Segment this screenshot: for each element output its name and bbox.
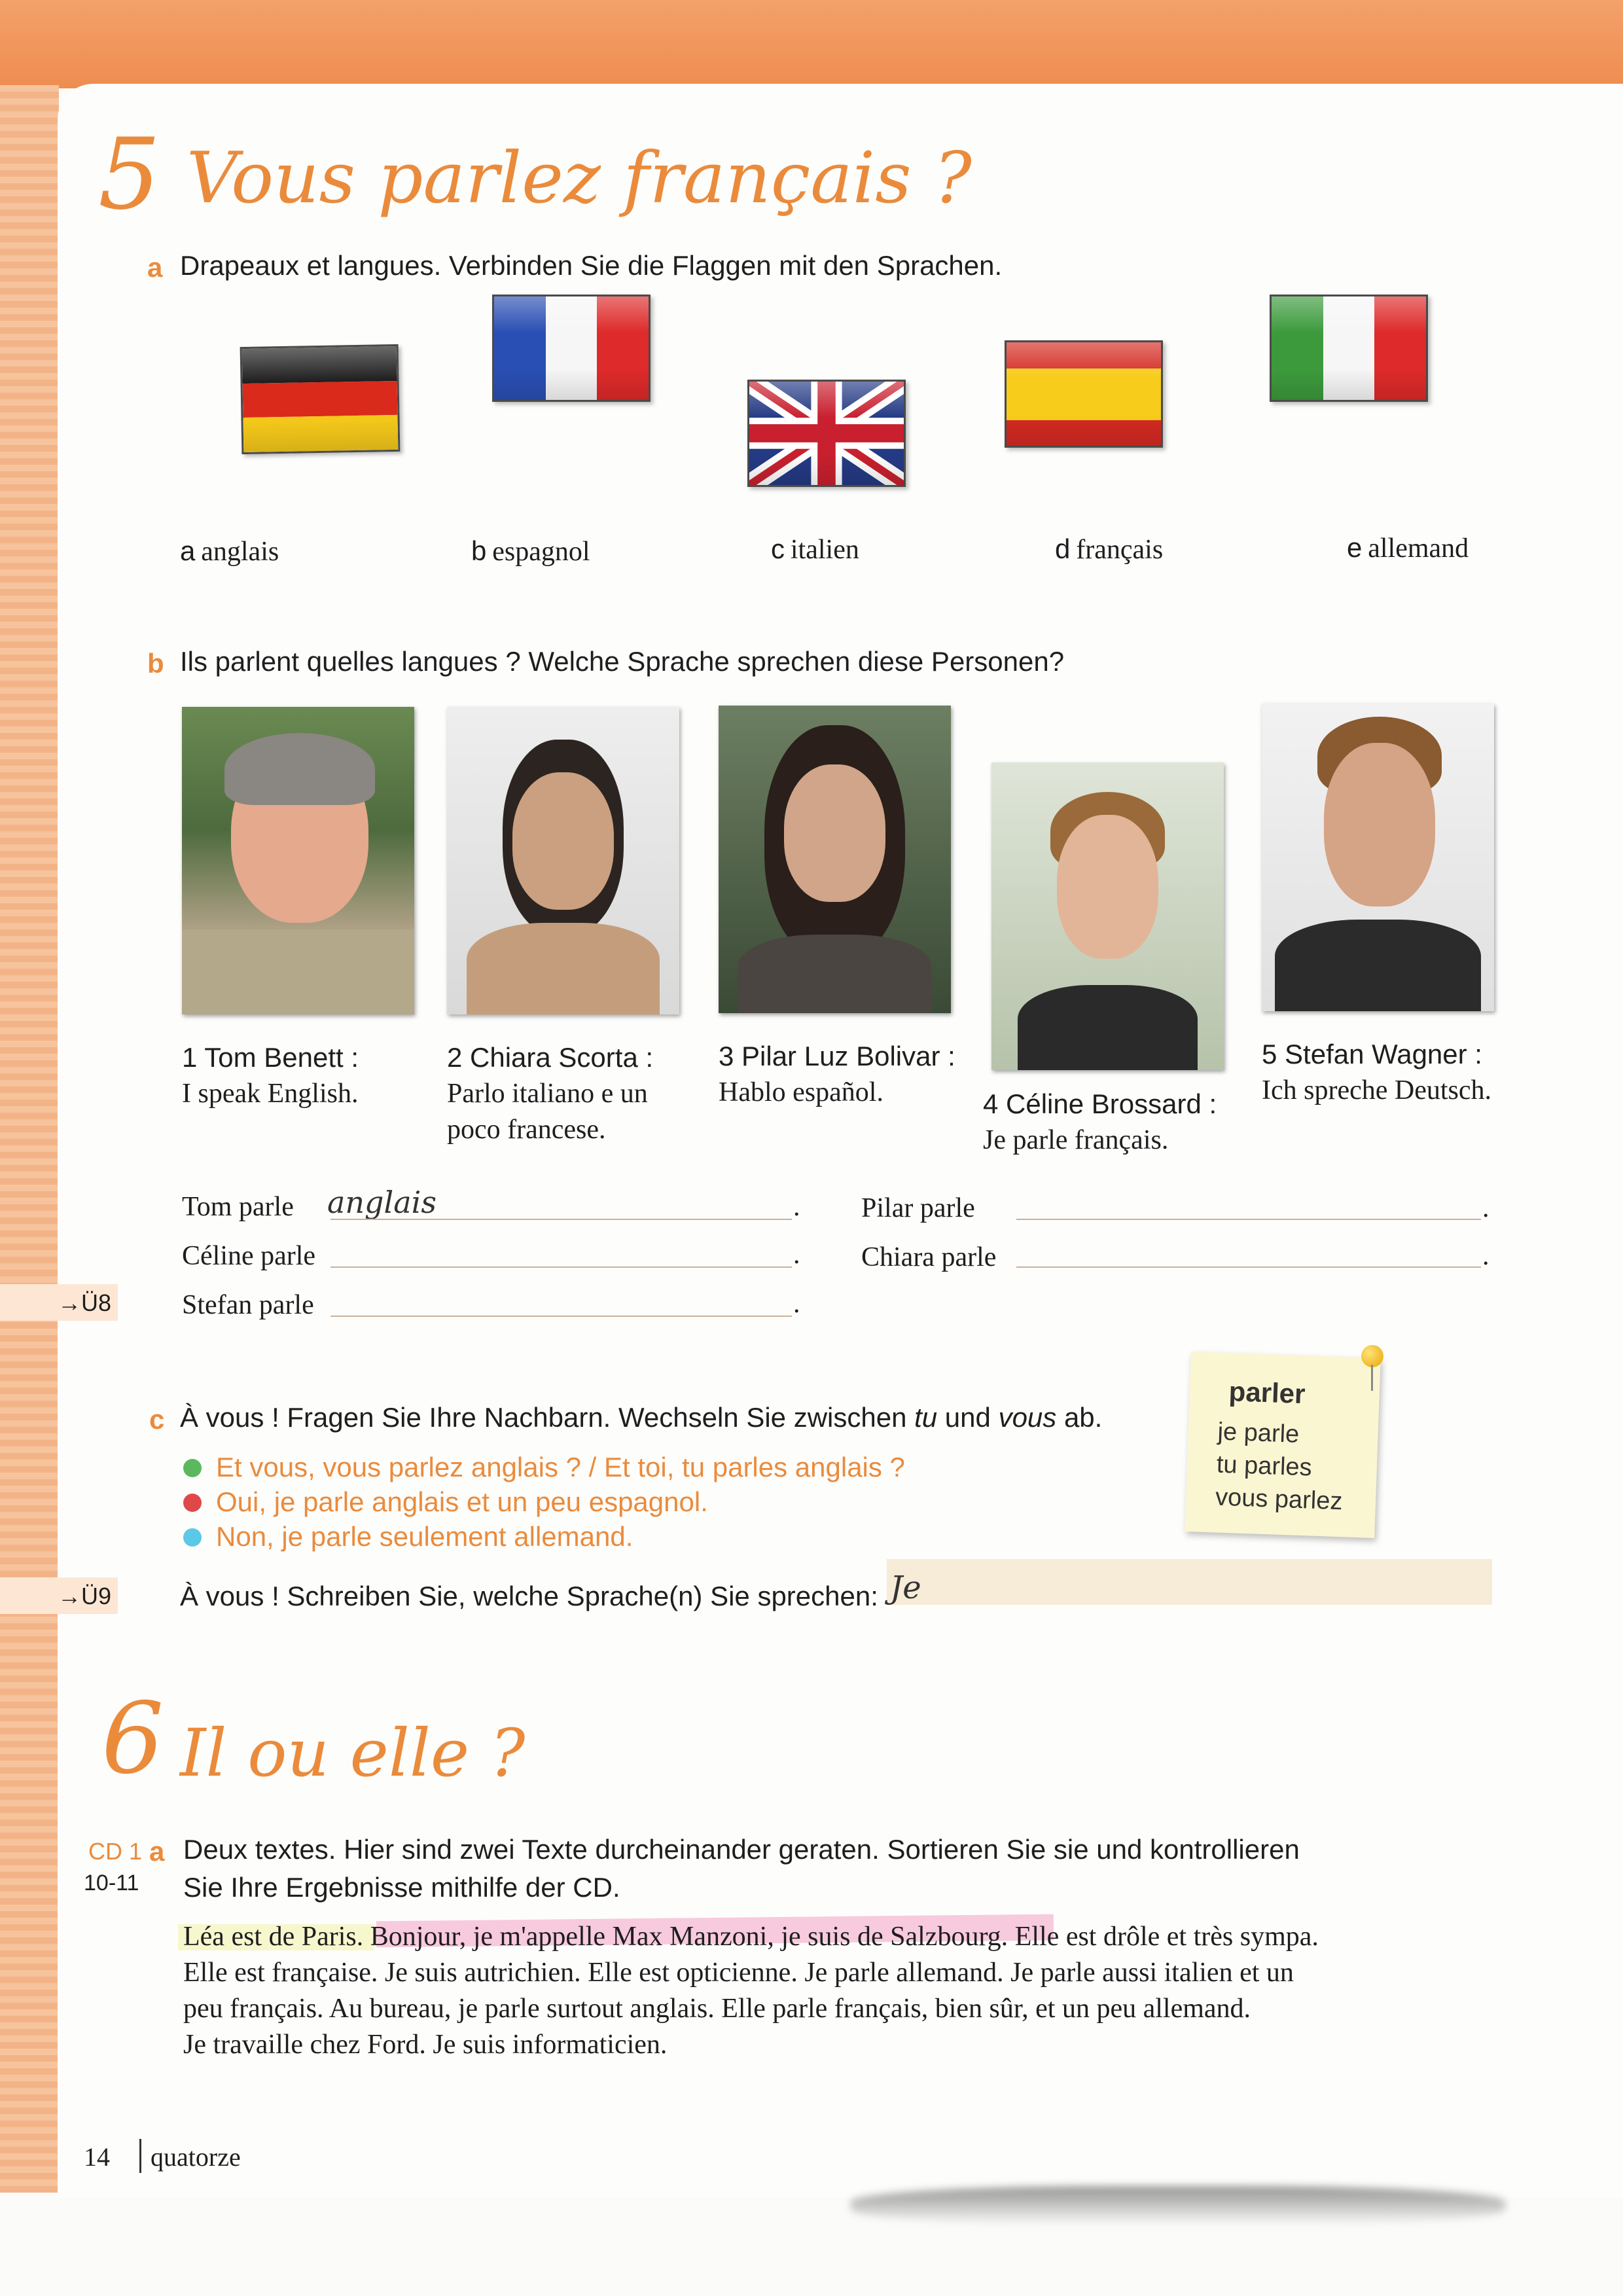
pushpin-icon bbox=[1361, 1345, 1383, 1367]
blue-bullet-icon bbox=[183, 1528, 202, 1547]
person-name: 2 Chiara Scorta : bbox=[447, 1042, 654, 1073]
person-quote: poco francese. bbox=[447, 1115, 606, 1145]
note-line: vous parlez bbox=[1215, 1483, 1344, 1516]
exercise-a-instruction: Drapeaux et langues. Verbinden Sie die Flaggen mit den Sprachen. bbox=[180, 250, 1003, 281]
exercise-6a-letter: a bbox=[149, 1836, 165, 1867]
text-line: peu français. Au bureau, je parle surtout anglais. Elle parle français, bien sûr, et un peu allemand. bbox=[183, 1994, 1251, 2024]
top-orange-band bbox=[0, 0, 1623, 88]
scan-shadow bbox=[851, 2186, 1505, 2225]
exercise-c-letter: c bbox=[149, 1404, 165, 1435]
red-bullet-icon bbox=[183, 1494, 202, 1512]
photo-chiara-scorta bbox=[447, 707, 679, 1014]
line-end-period: . bbox=[1482, 1193, 1489, 1223]
france-flag bbox=[492, 295, 651, 402]
answer-line-celine[interactable] bbox=[330, 1266, 792, 1268]
photo-stefan-wagner bbox=[1262, 704, 1494, 1011]
text-line: Léa est de Paris. Bonjour, je m'appelle Max Manzoni, je suis de Salzbourg. Elle est drôle et très sympa. bbox=[183, 1922, 1319, 1952]
exercise-a-letter: a bbox=[147, 252, 163, 283]
dialogue-line: Oui, je parle anglais et un peu espagnol. bbox=[216, 1486, 708, 1517]
answer-line-stefan[interactable] bbox=[330, 1316, 792, 1317]
person-name: 5 Stefan Wagner : bbox=[1262, 1039, 1482, 1069]
person-quote: Je parle français. bbox=[983, 1125, 1169, 1155]
spain-flag bbox=[1005, 340, 1163, 448]
fill-in-label: Pilar parle bbox=[861, 1193, 975, 1223]
person-name: 4 Céline Brossard : bbox=[983, 1088, 1217, 1119]
cd-tracks: 10-11 bbox=[84, 1871, 139, 1895]
green-bullet-icon bbox=[183, 1459, 202, 1477]
fill-in-label: Céline parle bbox=[182, 1241, 316, 1271]
cd-label: CD 1 bbox=[88, 1838, 143, 1865]
photo-pilar-luz-bolivar bbox=[719, 706, 951, 1013]
person-quote: Ich spreche Deutsch. bbox=[1262, 1075, 1492, 1105]
dialogue-line: Et vous, vous parlez anglais ? / Et toi, tu parles anglais ? bbox=[216, 1452, 905, 1482]
photo-celine-brossard bbox=[991, 762, 1224, 1070]
page-word: quatorze bbox=[151, 2142, 241, 2172]
section-5-title: Vous parlez français ? bbox=[187, 137, 972, 219]
note-line: je parle bbox=[1217, 1418, 1300, 1448]
grammar-sticky-note bbox=[1185, 1352, 1380, 1538]
exercise-b-letter: b bbox=[147, 648, 164, 679]
exercise-ref-u8[interactable]: →Ü8 bbox=[58, 1289, 112, 1316]
answer-line-chiara[interactable] bbox=[1016, 1266, 1481, 1268]
footer-divider bbox=[139, 2139, 141, 2173]
person-quote: I speak English. bbox=[182, 1079, 359, 1109]
fill-in-label: Tom parle bbox=[182, 1192, 294, 1222]
person-quote: Hablo español. bbox=[719, 1077, 883, 1107]
line-end-period: . bbox=[1482, 1241, 1489, 1271]
write-answer-field[interactable] bbox=[887, 1559, 1492, 1605]
section-6-title: Il ou elle ? bbox=[180, 1715, 526, 1791]
line-end-period: . bbox=[793, 1240, 800, 1270]
note-title: parler bbox=[1228, 1376, 1306, 1410]
section-6-number: 6 bbox=[101, 1682, 164, 1796]
write-prompt: À vous ! Schreiben Sie, welche Sprache(n) Sie sprechen: bbox=[180, 1581, 878, 1611]
fill-in-label: Chiara parle bbox=[861, 1242, 997, 1272]
language-option: b espagnol bbox=[471, 535, 590, 567]
photo-tom-benett bbox=[182, 707, 414, 1014]
exercise-c-instruction: À vous ! Fragen Sie Ihre Nachbarn. Wechseln Sie zwischen tu und vous ab. bbox=[180, 1402, 1103, 1433]
language-option: e allemand bbox=[1347, 532, 1469, 564]
uk-flag bbox=[747, 380, 906, 487]
exercise-ref-u9[interactable]: →Ü9 bbox=[58, 1583, 112, 1609]
handwritten-answer: anglais bbox=[327, 1185, 437, 1220]
person-name: 1 Tom Benett : bbox=[182, 1042, 359, 1073]
language-option: d français bbox=[1055, 533, 1164, 565]
language-option: a anglais bbox=[180, 535, 279, 567]
side-orange-strip bbox=[0, 85, 59, 2193]
dialogue-line: Non, je parle seulement allemand. bbox=[216, 1521, 633, 1552]
person-name: 3 Pilar Luz Bolivar : bbox=[719, 1041, 955, 1071]
person-quote: Parlo italiano e un bbox=[447, 1079, 648, 1109]
exercise-b-instruction: Ils parlent quelles langues ? Welche Sprache sprechen diese Personen? bbox=[180, 646, 1065, 677]
handwritten-answer: Je bbox=[890, 1570, 921, 1606]
answer-line-tom[interactable] bbox=[330, 1219, 792, 1220]
exercise-6a-instruction-line: Sie Ihre Ergebnisse mithilfe der CD. bbox=[183, 1872, 620, 1903]
exercise-6a-instruction-line: Deux textes. Hier sind zwei Texte durcheinander geraten. Sortieren Sie sie und kontrollieren bbox=[183, 1834, 1300, 1865]
answer-line-pilar[interactable] bbox=[1016, 1219, 1481, 1220]
text-line: Elle est française. Je suis autrichien. Elle est opticienne. Je parle allemand. Je parle aussi italien et un bbox=[183, 1958, 1294, 1988]
line-end-period: . bbox=[793, 1289, 800, 1319]
germany-flag bbox=[240, 344, 401, 454]
language-option: c italien bbox=[771, 533, 859, 565]
italy-flag bbox=[1270, 295, 1428, 402]
line-end-period: . bbox=[793, 1192, 800, 1222]
text-line: Je travaille chez Ford. Je suis informaticien. bbox=[183, 2030, 668, 2060]
fill-in-label: Stefan parle bbox=[182, 1290, 314, 1320]
page-number: 14 bbox=[84, 2142, 110, 2172]
pushpin-needle bbox=[1371, 1365, 1373, 1391]
note-line: tu parles bbox=[1216, 1450, 1313, 1482]
section-5-number: 5 bbox=[98, 118, 161, 232]
